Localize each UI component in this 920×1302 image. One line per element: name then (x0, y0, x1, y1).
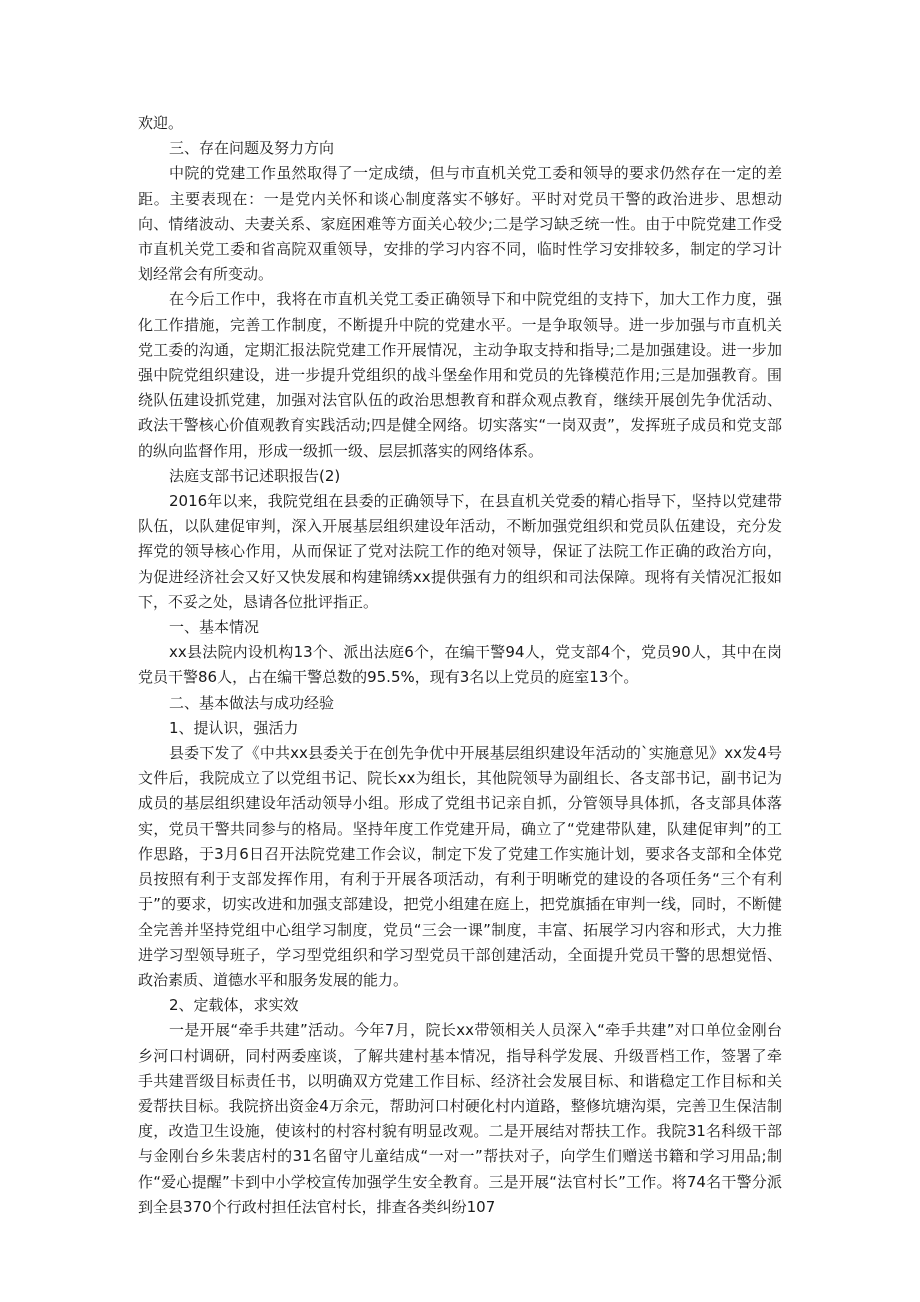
paragraph-future-work: 在今后工作中，我将在市直机关党工委正确领导下和中院党组的支持下，加大工作力度，强化工作措施，完善工作制度，不断提升中院的党建水平。一是争取领导。进一步加强与市直机关党工委的沟通，定期汇报法院党建工作开展情况，主动争取支持和指导;二是加强建设。进一步加强中院党组织建设，进一步提升党组织的战斗堡垒作用和党员的先锋模范作用;三是加强教育。围绕队伍建设抓党建，加强对法官队伍的政治思想教育和群众观点教育，继续开展创先争优活动、政法干警核心价值观教育实践活动;四是健全网络。切实落实“一岗双责”，发挥班子成员和党支部的纵向监督作用，形成一级抓一级、层层抓落实的网络体系。 (138, 290, 782, 460)
document-page (138, 111, 782, 1220)
section-heading-problems: 三、存在问题及努力方向 (169, 139, 335, 158)
report-title: 法庭支部书记述职报告(2) (169, 466, 341, 485)
paragraph-problems: 中院的党建工作虽然取得了一定成绩，但与市直机关党工委和领导的要求仍然存在一定的差距。主要表现在：一是党内关怀和谈心制度落实不够好。平时对党员干警的政治进步、思想动向、情绪波动、夫妻关系、家庭困难等方面关心较少;二是学习缺乏统一性。由于中院党建工作受市直机关党工委和省高院双重领导，安排的学习内容不同，临时性学习安排较多，制定的学习计划经常会有所变动。 (138, 164, 782, 284)
paragraph-welcome-tail: 欢迎。 (138, 114, 184, 132)
paragraph-intro: 2016年以来，我院党组在县委的正确领导下，在县直机关党委的精心指导下，坚持以党建带队伍，以队建促审判，深入开展基层组织建设年活动，不断加强党组织和党员队伍建设，充分发挥党的领导核心作用，从而保证了党对法院工作的绝对领导，保证了法院工作正确的政治方向，为促进经济社会又好又快发展和构建锦绣xx提供强有力的组织和司法保障。现将有关情况汇报如下，不妥之处，恳请各位批评指正。 (138, 492, 782, 611)
paragraph-basic-situation: xx县法院内设机构13个、派出法庭6个，在编干警94人，党支部4个，党员90人，其中在岗党员干警86人，占在编干警总数的95.5%，现有3名以上党员的庭室13个。 (138, 643, 782, 687)
section-heading-basic-situation: 一、基本情况 (169, 618, 260, 637)
paragraph-carrier: 一是开展“牵手共建”活动。今年7月，院长xx带领相关人员深入“牵手共建”对口单位金刚台乡河口村调研，同村两委座谈，了解共建村基本情况，指导科学发展、升级晋档工作，签署了牵手共建晋级目标责任书，以明确双方党建工作目标、经济社会发展目标、和谐稳定工作目标和关爱帮扶目标。我院挤出资金4万余元，帮助河口村硬化村内道路，整修坑塘沟渠，完善卫生保洁制度，改造卫生设施，使该村的村容村貌有明显改观。二是开展结对帮扶工作。我院31名科级干部与金刚台乡朱裴店村的31名留守儿童结成“一对一”帮扶对子，向学生们赠送书籍和学习用品;制作“爱心提醒”卡到中小学校宣传加强学生安全教育。三是开展“法官村长”工作。将74名干警分派到全县370个行政村担任法官村长，排查各类纠纷107 (138, 1021, 782, 1216)
subheading-carrier: 2、定载体，求实效 (169, 996, 299, 1015)
subheading-awareness: 1、提认识，强活力 (169, 718, 299, 737)
paragraph-awareness: 县委下发了《中共xx县委关于在创先争优中开展基层组织建设年活动的`实施意见》xx发4号文件后，我院成立了以党组书记、院长xx为组长，其他院领导为副组长、各支部书记，副书记为成员的基层组织建设年活动领导小组。形成了党组书记亲自抓，分管领导具体抓，各支部具体落实，党员干警共同参与的格局。坚持年度工作党建开局，确立了“党建带队建，队建促审判”的工作思路，于3月6日召开法院党建工作会议，制定下发了党建工作实施计划，要求各支部和全体党员按照有利于支部发挥作用，有利于开展各项活动，有利于明晰党的建设的各项任务“三个有利于”的要求，切实改进和加强支部建设，把党小组建在庭上，把党旗插在审判一线，同时，不断健全完善并坚持党组中心组学习制度，党员“三会一课”制度，丰富、拓展学习内容和形式，大力推进学习型领导班子，学习型党组织和学习型党员干部创建活动，全面提升党员干警的思想觉悟、政治素质、道德水平和服务发展的能力。 (138, 744, 782, 989)
section-heading-practices: 二、基本做法与成功经验 (169, 693, 335, 712)
